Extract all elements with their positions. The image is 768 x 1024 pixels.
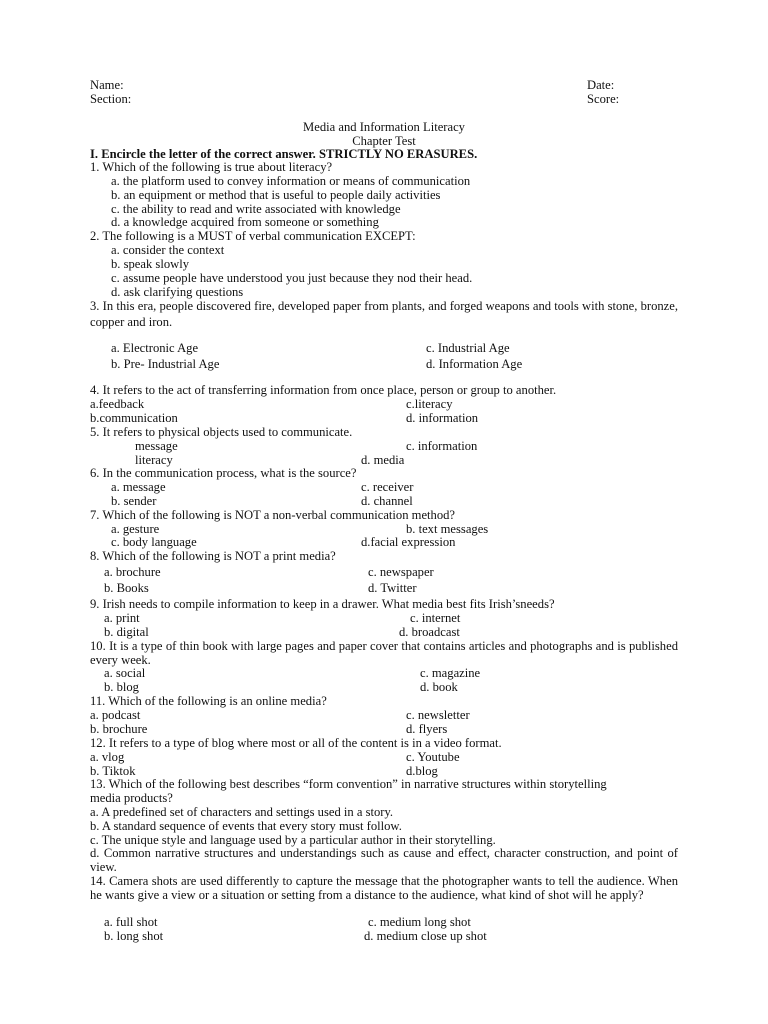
subject-title: Media and Information Literacy: [303, 120, 465, 134]
answer-option: a.feedback: [90, 397, 145, 411]
answer-option: literacy: [135, 453, 173, 467]
answer-option: c. body language: [111, 535, 197, 549]
question-stem: 7. Which of the following is NOT a non-verbal communication method?: [90, 508, 456, 522]
answer-option: d. ask clarifying questions: [111, 285, 244, 299]
answer-option: b. text messages: [406, 522, 489, 536]
question-stem: 2. The following is a MUST of verbal communication EXCEPT:: [90, 229, 416, 243]
answer-option: b. long shot: [104, 929, 164, 943]
question-stem: 6. In the communication process, what is the source?: [90, 466, 357, 480]
question-stem: 5. It refers to physical objects used to communicate.: [90, 425, 353, 439]
question-stem: 1. Which of the following is true about literacy?: [90, 160, 333, 174]
answer-option: c. The unique style and language used by a particular author in their storytelling.: [90, 833, 496, 847]
answer-option: d. book: [420, 680, 458, 694]
question-stem: 4. It refers to the act of transferring information from once place, person or group to another.: [90, 383, 557, 397]
answer-option: a. the platform used to convey information or means of communication: [111, 174, 471, 188]
answer-option: d. media: [361, 453, 405, 467]
answer-option: a. A predefined set of characters and settings used in a story.: [90, 805, 394, 819]
answer-option: d. medium close up shot: [364, 929, 487, 943]
answer-option: a. social: [104, 666, 146, 680]
question-stem: 13. Which of the following best describes “form convention” in narrative structures within storytelling: [90, 777, 607, 791]
answer-option: b. an equipment or method that is useful to people daily activities: [111, 188, 441, 202]
answer-option: b. speak slowly: [111, 257, 190, 271]
question-stem: 10. It is a type of thin book with large pages and paper cover that contains articles and photographs and is published every week.: [90, 639, 678, 667]
answer-option: c. the ability to read and write associated with knowledge: [111, 202, 401, 216]
answer-option: d. Information Age: [426, 357, 523, 371]
answer-option: message: [135, 439, 178, 453]
answer-option: c. newspaper: [368, 565, 434, 579]
answer-option: d. a knowledge acquired from someone or something: [111, 215, 379, 229]
score-label: Score:: [587, 92, 620, 106]
answer-option: a. message: [111, 480, 166, 494]
answer-option: c. internet: [410, 611, 461, 625]
answer-option: a. full shot: [104, 915, 158, 929]
question-stem: 3. In this era, people discovered fire, developed paper from plants, and forged weapons and tools with stone, bronze, copper and iron.: [90, 299, 678, 329]
answer-option: b. digital: [104, 625, 149, 639]
answer-option: d.blog: [406, 764, 438, 778]
answer-option: c. assume people have understood you just because they nod their head.: [111, 271, 473, 285]
answer-option: c. Industrial Age: [426, 341, 510, 355]
answer-option: c. magazine: [420, 666, 481, 680]
answer-option: c. newsletter: [406, 708, 470, 722]
answer-option: b. A standard sequence of events that every story must follow.: [90, 819, 402, 833]
answer-option: a. gesture: [111, 522, 160, 536]
answer-option: a. consider the context: [111, 243, 225, 257]
answer-option: d. information: [406, 411, 479, 425]
answer-option: b. Tiktok: [90, 764, 136, 778]
answer-option: c. receiver: [361, 480, 414, 494]
answer-option: a. vlog: [90, 750, 125, 764]
question-stem: 14. Camera shots are used differently to capture the message that the photographer wants to tell the audience. When he wants give a view or a situation or setting from a distance to the audience, what kind of shot will he apply?: [90, 874, 678, 902]
test-title: Chapter Test: [352, 134, 416, 148]
answer-option: d. Twitter: [368, 581, 417, 595]
answer-option: d. broadcast: [399, 625, 460, 639]
section-label: Section:: [90, 92, 132, 106]
answer-option: a. Electronic Age: [111, 341, 199, 355]
answer-option: a. print: [104, 611, 140, 625]
answer-option: c.literacy: [406, 397, 453, 411]
answer-option: a. brochure: [104, 565, 161, 579]
answer-option: c. Youtube: [406, 750, 460, 764]
question-stem: 8. Which of the following is NOT a print media?: [90, 549, 336, 563]
date-label: Date:: [587, 78, 615, 92]
answer-option: c. information: [406, 439, 478, 453]
answer-option: d. channel: [361, 494, 413, 508]
answer-option: b. Pre- Industrial Age: [111, 357, 220, 371]
answer-option: b.communication: [90, 411, 178, 425]
answer-option: b. brochure: [90, 722, 148, 736]
answer-option: c. medium long shot: [368, 915, 471, 929]
question-stem: 12. It refers to a type of blog where most or all of the content is in a video format.: [90, 736, 502, 750]
answer-option: b. Books: [104, 581, 149, 595]
name-label: Name:: [90, 78, 124, 92]
answer-option: d.facial expression: [361, 535, 456, 549]
answer-option: b. sender: [111, 494, 157, 508]
question-stem: 11. Which of the following is an online media?: [90, 694, 327, 708]
instruction-text: I. Encircle the letter of the correct answer. STRICTLY NO ERASURES.: [90, 147, 478, 161]
answer-option: a. podcast: [90, 708, 141, 722]
answer-option: d. Common narrative structures and understandings such as cause and effect, character construction, and point of view.: [90, 846, 678, 874]
answer-option: b. blog: [104, 680, 139, 694]
answer-option: d. flyers: [406, 722, 448, 736]
question-stem: media products?: [90, 791, 173, 805]
question-stem: 9. Irish needs to compile information to keep in a drawer. What media best fits Irish’sneeds?: [90, 597, 555, 611]
